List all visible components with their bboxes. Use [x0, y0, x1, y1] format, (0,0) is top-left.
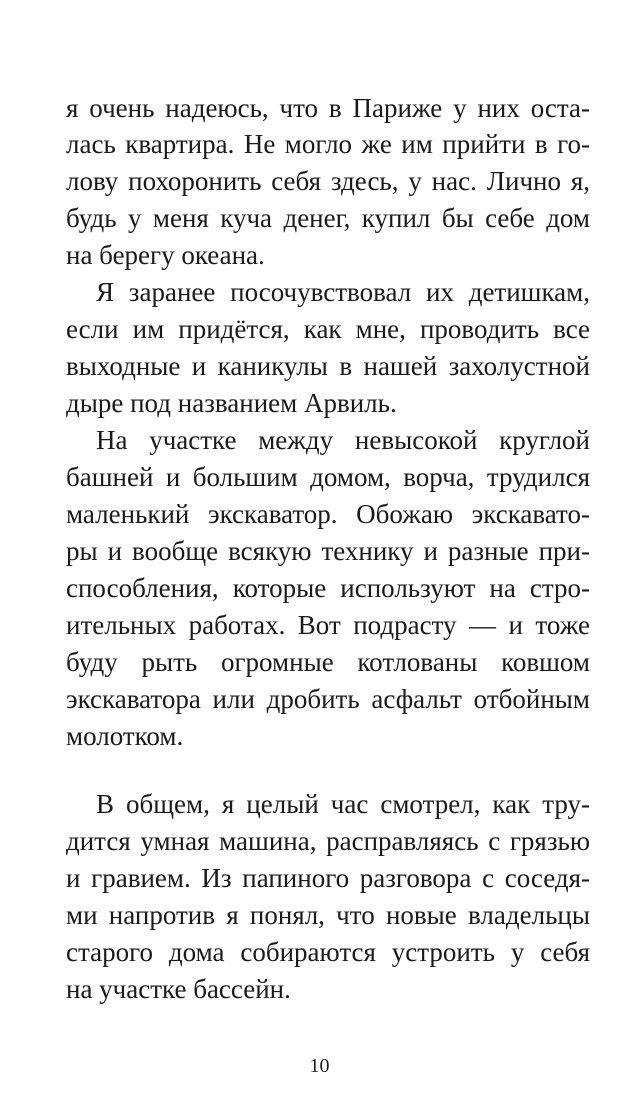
text-line: лову похоронить себя здесь, у нас. Лично я,	[66, 166, 590, 196]
text-line: ительных работах. Вот подрасту — и тоже	[66, 610, 590, 640]
text-line: на участке бассейн.	[66, 974, 291, 1004]
text-line: будь у меня куча денег, купил бы себе дом	[66, 203, 590, 233]
text-line: и гравием. Из папиного разговора с соседя-	[66, 863, 590, 893]
page-number: 10	[309, 1055, 330, 1077]
text-line: если им придётся, как мне, проводить все	[66, 314, 590, 344]
text-line: способления, которые используют на стро-	[66, 573, 590, 603]
text-line: В общем, я целый час смотрел, как тру-	[96, 789, 590, 819]
text-line: экскаватора или дробить асфальт отбойным	[66, 684, 590, 714]
text-line: лась квартира. Не могло же им прийти в го-	[66, 129, 590, 159]
text-line: дыре под названием Арвиль.	[66, 388, 397, 418]
text-line: буду рыть огромные котлованы ковшом	[66, 647, 590, 677]
text-line: На участке между невысокой круглой	[96, 425, 590, 455]
text-line: маленький экскаватор. Обожаю экскавато-	[66, 499, 590, 529]
text-line: дится умная машина, расправляясь с грязью	[66, 826, 590, 856]
text-line: ры и вообще всякую технику и разные при-	[66, 536, 590, 566]
text-line: старого дома собираются устроить у себя	[66, 937, 590, 967]
text-line: я очень надеюсь, что в Париже у них оста-	[66, 93, 590, 123]
text-line: молотком.	[66, 721, 184, 751]
text-line: выходные и каникулы в нашей захолустной	[66, 351, 590, 381]
text-line: на берегу океана.	[66, 240, 265, 270]
text-line: Я заранее посочувствовал их детишкам,	[96, 277, 590, 307]
text-line: ми напротив я понял, что новые владельцы	[66, 900, 590, 930]
text-line: башней и большим домом, ворча, трудился	[66, 462, 590, 492]
